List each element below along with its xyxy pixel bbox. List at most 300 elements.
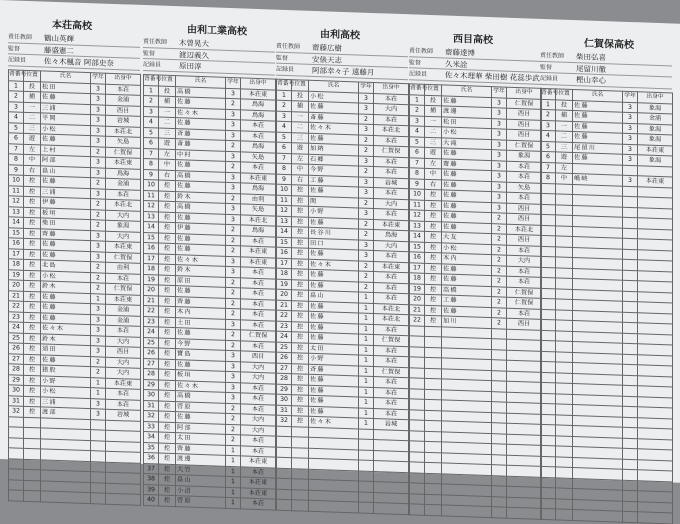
staff-block <box>409 45 541 84</box>
table-cell <box>556 404 573 415</box>
table-cell: 大内 <box>106 367 141 379</box>
table-cell: 三浦 <box>41 102 91 114</box>
table-cell: 控 <box>24 207 41 218</box>
table-cell: 鈴木 <box>41 281 91 293</box>
table-cell: 本荘東 <box>106 378 141 390</box>
table-cell: 3 <box>541 120 556 131</box>
table-cell: 仁賀保 <box>507 98 542 110</box>
table-cell: 佐藤 <box>176 359 226 371</box>
table-cell: 15 <box>144 232 159 243</box>
table-cell: 1 <box>359 418 374 429</box>
table-cell: 13 <box>410 220 425 231</box>
table-cell: 齊藤 <box>41 228 91 240</box>
roster-table <box>409 83 542 519</box>
table-cell <box>91 461 106 472</box>
table-cell: 土田 <box>176 317 226 329</box>
table-cell: 3 <box>226 88 241 99</box>
table-cell: 2 <box>226 403 241 414</box>
table-cell <box>556 467 573 478</box>
table-cell: 西目 <box>507 119 542 131</box>
column-header: 氏名 <box>309 80 359 92</box>
table-cell: 4 <box>541 130 556 141</box>
table-cell: 控 <box>425 315 442 326</box>
table-cell: 控 <box>159 306 176 317</box>
table-cell <box>492 507 507 518</box>
table-cell: 控 <box>159 369 176 380</box>
table-cell <box>91 430 106 441</box>
team-panel <box>143 19 275 508</box>
table-cell: 3 <box>492 171 507 182</box>
table-cell <box>556 341 573 352</box>
table-cell: 22 <box>277 310 292 321</box>
staff-value: 尾留川徹 <box>576 63 606 74</box>
table-cell: 矢島 <box>106 136 141 148</box>
table-cell: 1 <box>359 303 374 314</box>
table-cell: 2 <box>91 178 106 189</box>
table-cell: 佐藤 <box>176 412 226 424</box>
table-cell: 29 <box>144 379 159 390</box>
staff-label: 監督 <box>143 49 156 57</box>
table-cell: 控 <box>159 474 176 485</box>
table-cell: 本荘東 <box>241 487 276 499</box>
table-cell: 2 <box>226 340 241 351</box>
table-cell: 3 <box>91 241 106 252</box>
table-cell: 中 <box>159 159 176 170</box>
staff-value: 樫山幸心 <box>576 75 606 86</box>
table-cell: 控 <box>159 401 176 412</box>
table-cell: 小松 <box>41 386 91 398</box>
table-cell: 佐藤 <box>442 95 492 107</box>
table-cell: 本荘 <box>241 288 276 300</box>
table-cell <box>91 451 106 462</box>
table-cell <box>541 424 556 435</box>
table-cell: 3 <box>226 214 241 225</box>
table-cell <box>623 322 638 333</box>
table-cell <box>277 426 292 437</box>
table-cell <box>410 367 425 378</box>
table-cell: 11 <box>144 190 159 201</box>
table-cell <box>623 490 638 501</box>
staff-label: 記録員 <box>8 56 27 64</box>
table-cell: 左 <box>556 162 573 173</box>
table-cell: 1 <box>359 313 374 324</box>
table-cell: 7 <box>277 153 292 164</box>
table-cell: 3 <box>623 175 638 186</box>
table-cell <box>425 336 442 347</box>
table-cell: 3 <box>226 182 241 193</box>
staff-value: 鶴山英輝 <box>44 33 74 44</box>
table-cell: 由利 <box>106 262 141 274</box>
table-cell: 控 <box>24 406 41 417</box>
school-name: 西目高校 <box>453 33 493 47</box>
table-cell: 3 <box>226 172 241 183</box>
table-cell: 3 <box>226 382 241 393</box>
table-cell: 控 <box>159 359 176 370</box>
table-cell: 本荘 <box>507 161 542 173</box>
table-cell: 3 <box>492 108 507 119</box>
table-cell <box>292 458 309 469</box>
table-cell: 控 <box>24 322 41 333</box>
table-cell: 本荘 <box>374 251 409 263</box>
table-cell <box>541 361 556 372</box>
table-cell: 左 <box>425 158 442 169</box>
table-cell <box>556 257 573 268</box>
staff-block <box>8 31 140 70</box>
table-cell <box>492 339 507 350</box>
school-name: 本荘高校 <box>52 19 92 33</box>
table-cell <box>541 487 556 498</box>
table-cell: 本荘東 <box>106 241 141 253</box>
school-name: 由利高校 <box>320 29 360 42</box>
table-cell: 一 <box>556 120 573 131</box>
table-cell: 31 <box>144 400 159 411</box>
table-cell: 小松 <box>442 242 492 254</box>
table-cell: 控 <box>24 396 41 407</box>
table-cell: 投 <box>425 95 442 106</box>
table-cell: 21 <box>410 304 425 315</box>
table-cell: 控 <box>425 189 442 200</box>
table-cell: 22 <box>9 301 24 312</box>
table-cell: 中 <box>425 168 442 179</box>
table-cell: 2 <box>359 229 374 240</box>
table-cell: 佐藤 <box>41 92 91 104</box>
table-cell: 1 <box>91 293 106 304</box>
table-cell: 24 <box>144 327 159 338</box>
table-cell: 左 <box>24 144 41 155</box>
table-cell <box>541 340 556 351</box>
table-cell: 10 <box>277 184 292 195</box>
table-cell <box>492 412 507 423</box>
table-cell: 控 <box>292 290 309 301</box>
table-cell: 6 <box>144 138 159 149</box>
table-cell: 31 <box>9 395 24 406</box>
table-cell: 小野 <box>41 375 91 387</box>
table-cell: 控 <box>159 275 176 286</box>
table-cell: 三 <box>159 128 176 139</box>
table-cell <box>623 364 638 375</box>
table-cell <box>556 372 573 383</box>
table-cell: 17 <box>144 253 159 264</box>
table-cell: 佐藤 <box>176 244 226 256</box>
table-cell: 20 <box>9 280 24 291</box>
table-cell: 1 <box>226 455 241 466</box>
table-cell: 本荘 <box>374 387 409 399</box>
table-cell: 控 <box>159 432 176 443</box>
table-cell: 渡邊 <box>176 454 226 466</box>
table-cell: 太田 <box>176 433 226 445</box>
table-cell: 3 <box>492 139 507 150</box>
table-cell <box>292 426 309 437</box>
table-cell <box>292 500 309 511</box>
table-cell: 佐藤 <box>309 269 359 281</box>
table-cell <box>492 433 507 444</box>
table-cell: 齊藤 <box>176 296 226 308</box>
table-cell: 11 <box>277 195 292 206</box>
staff-label: 責任教師 <box>409 47 434 56</box>
table-cell: 29 <box>9 374 24 385</box>
table-cell <box>623 217 638 228</box>
table-cell: 控 <box>292 405 309 416</box>
table-cell <box>9 427 24 438</box>
table-cell: 4 <box>144 117 159 128</box>
table-cell: 1 <box>359 334 374 345</box>
table-cell: 金浦 <box>638 113 673 125</box>
table-cell: 2 <box>359 261 374 272</box>
table-cell <box>623 186 638 197</box>
table-cell <box>623 448 638 459</box>
table-cell: 本荘 <box>374 377 409 389</box>
table-cell: 1 <box>226 476 241 487</box>
table-cell: 控 <box>159 495 176 506</box>
table-cell <box>541 225 556 236</box>
table-cell: 矢島 <box>507 182 542 194</box>
table-cell: 3 <box>623 154 638 165</box>
table-cell: 斎藤 <box>309 112 359 124</box>
column-header: 位置 <box>556 89 573 100</box>
table-cell: 3 <box>492 192 507 203</box>
table-cell: 17 <box>277 258 292 269</box>
table-cell: 鳥海 <box>241 141 276 153</box>
table-cell: 本荘東 <box>374 261 409 273</box>
table-cell: 本荘北 <box>241 214 276 226</box>
table-cell: 本荘 <box>374 408 409 420</box>
table-cell <box>91 482 106 493</box>
table-cell <box>556 362 573 373</box>
table-cell: 14 <box>410 231 425 242</box>
table-cell: 2 <box>226 329 241 340</box>
table-cell: 控 <box>292 311 309 322</box>
table-cell <box>9 416 24 427</box>
table-cell: 佐藤 <box>309 406 359 418</box>
table-cell: 2 <box>359 114 374 125</box>
table-cell: 控 <box>425 294 442 305</box>
table-cell: 3 <box>492 160 507 171</box>
staff-block <box>143 36 275 75</box>
table-cell: 14 <box>277 226 292 237</box>
table-cell: 控 <box>292 353 309 364</box>
table-cell: 西目 <box>507 213 542 225</box>
table-cell: 小野 <box>309 206 359 218</box>
table-cell: 1 <box>226 497 241 508</box>
table-cell: 本荘東 <box>241 172 276 184</box>
table-cell: 2 <box>492 255 507 266</box>
table-cell: 西目 <box>507 108 542 120</box>
table-cell: 一 <box>292 111 309 122</box>
table-cell: 2 <box>226 287 241 298</box>
staff-value: 安俵天志 <box>312 54 342 65</box>
table-cell <box>556 204 573 215</box>
table-cell <box>359 502 374 513</box>
table-cell: 一 <box>159 107 176 118</box>
table-cell: 28 <box>277 373 292 384</box>
table-cell: 控 <box>292 342 309 353</box>
table-cell <box>410 346 425 357</box>
table-cell: 長谷川 <box>309 227 359 239</box>
staff-label: 責任教師 <box>540 51 565 60</box>
table-cell <box>623 165 638 176</box>
table-cell: 控 <box>159 422 176 433</box>
table-cell: 佐藤 <box>176 181 226 193</box>
table-cell: 8 <box>9 154 24 165</box>
table-cell: 3 <box>277 111 292 122</box>
table-cell <box>541 393 556 404</box>
table-cell: 三 <box>556 141 573 152</box>
table-cell: 3 <box>91 230 106 241</box>
table-cell: 西目 <box>507 203 542 215</box>
table-cell: 左 <box>292 153 309 164</box>
table-cell: 3 <box>91 314 106 325</box>
table-cell: 本荘 <box>241 267 276 279</box>
table-cell: 2 <box>277 100 292 111</box>
table-cell: 関 <box>309 196 359 208</box>
table-cell: 右 <box>425 179 442 190</box>
table-cell <box>425 504 442 515</box>
table-cell <box>359 481 374 492</box>
table-cell <box>410 378 425 389</box>
table-cell: 2 <box>91 199 106 210</box>
staff-block <box>276 41 408 80</box>
table-cell: 9 <box>410 178 425 189</box>
table-cell: 小松 <box>309 91 359 103</box>
table-cell: 2 <box>144 96 159 107</box>
table-cell <box>292 468 309 479</box>
table-cell: 3 <box>91 325 106 336</box>
table-cell: 控 <box>24 238 41 249</box>
table-cell: 控 <box>292 395 309 406</box>
table-cell: 高橋 <box>176 202 226 214</box>
table-cell: 控 <box>24 280 41 291</box>
table-cell <box>410 388 425 399</box>
table-cell <box>623 501 638 512</box>
table-cell: 控 <box>24 270 41 281</box>
staff-label: 記録員 <box>409 70 428 78</box>
table-cell <box>623 312 638 323</box>
table-cell: 佐々木 <box>309 416 359 428</box>
table-cell <box>541 309 556 320</box>
table-cell <box>541 508 556 519</box>
table-cell <box>492 360 507 371</box>
table-cell <box>492 402 507 413</box>
table-cell <box>9 469 24 480</box>
table-cell: 16 <box>9 238 24 249</box>
table-cell: 大内 <box>241 372 276 384</box>
table-cell: 本荘 <box>507 308 542 320</box>
table-cell: 控 <box>24 291 41 302</box>
table-cell: 3 <box>492 129 507 140</box>
roster-table <box>143 74 276 510</box>
table-cell: 本荘 <box>106 84 141 96</box>
table-cell: 投 <box>292 90 309 101</box>
table-cell: 6 <box>541 151 556 162</box>
table-cell: 3 <box>226 392 241 403</box>
table-cell: 3 <box>623 133 638 144</box>
table-cell: 1 <box>359 324 374 335</box>
table-cell: 12 <box>277 205 292 216</box>
table-cell: 1 <box>541 99 556 110</box>
table-cell: 1 <box>226 466 241 477</box>
table-cell: 岩城 <box>374 177 409 189</box>
table-cell <box>623 249 638 260</box>
table-cell <box>556 393 573 404</box>
table-cell: 本荘 <box>241 235 276 247</box>
table-cell: 10 <box>9 175 24 186</box>
table-cell: 控 <box>159 243 176 254</box>
table-cell: 捕 <box>159 96 176 107</box>
table-cell <box>492 370 507 381</box>
table-cell: 北島 <box>41 260 91 272</box>
table-cell: 中 <box>24 154 41 165</box>
table-cell: 控 <box>292 374 309 385</box>
staff-value: 佐々木楓音 阿部史奈 <box>44 56 114 68</box>
table-cell: 29 <box>277 384 292 395</box>
table-cell <box>541 204 556 215</box>
table-cell: 控 <box>159 222 176 233</box>
table-cell: 本荘 <box>374 188 409 200</box>
table-cell: 今野 <box>309 164 359 176</box>
table-cell <box>623 343 638 354</box>
table-cell: 小松 <box>41 270 91 282</box>
table-cell: 金浦 <box>106 94 141 106</box>
table-cell: 本荘 <box>374 114 409 126</box>
table-cell: 遊 <box>292 143 309 154</box>
table-cell: 控 <box>159 348 176 359</box>
table-cell: 矢島 <box>241 204 276 216</box>
table-cell: 石郷 <box>309 154 359 166</box>
table-cell: 大内 <box>106 231 141 243</box>
table-cell: 鳥海 <box>374 230 409 242</box>
table-cell: 2 <box>91 220 106 231</box>
table-cell: 38 <box>144 474 159 485</box>
staff-value: 藤盛憲二 <box>44 45 74 56</box>
table-cell: 3 <box>226 361 241 372</box>
table-cell <box>410 325 425 336</box>
table-cell <box>91 472 106 483</box>
table-cell <box>556 498 573 509</box>
table-cell: 二 <box>556 131 573 142</box>
table-cell: 2 <box>492 265 507 276</box>
table-cell: 仁賀保 <box>507 140 542 152</box>
table-cell: 由利 <box>241 193 276 205</box>
table-cell: 28 <box>9 364 24 375</box>
table-cell <box>541 256 556 267</box>
table-cell <box>410 483 425 494</box>
table-cell <box>292 447 309 458</box>
table-cell: 本荘 <box>241 309 276 321</box>
table-cell: 40 <box>144 495 159 506</box>
table-cell: 3 <box>359 93 374 104</box>
staff-value: 齋藤広樹 <box>312 42 342 53</box>
table-cell: 18 <box>277 268 292 279</box>
table-cell: 33 <box>144 421 159 432</box>
table-cell: 金浦 <box>106 178 141 190</box>
table-cell: 大内 <box>241 361 276 373</box>
table-cell: 二 <box>24 112 41 123</box>
table-cell <box>541 214 556 225</box>
table-cell <box>9 490 24 501</box>
column-header: 位置 <box>159 75 176 86</box>
table-cell: 36 <box>144 453 159 464</box>
table-cell: 1 <box>9 80 24 91</box>
table-cell: 佐藤 <box>573 152 623 164</box>
table-cell: 16 <box>410 252 425 263</box>
table-cell: 仁賀保 <box>106 252 141 264</box>
table-cell: 西目 <box>106 346 141 358</box>
table-cell: 象潟 <box>638 123 673 135</box>
table-cell <box>425 473 442 484</box>
column-header: 出身中 <box>507 87 542 99</box>
table-cell: 8 <box>541 172 556 183</box>
table-cell: 佐藤 <box>41 291 91 303</box>
